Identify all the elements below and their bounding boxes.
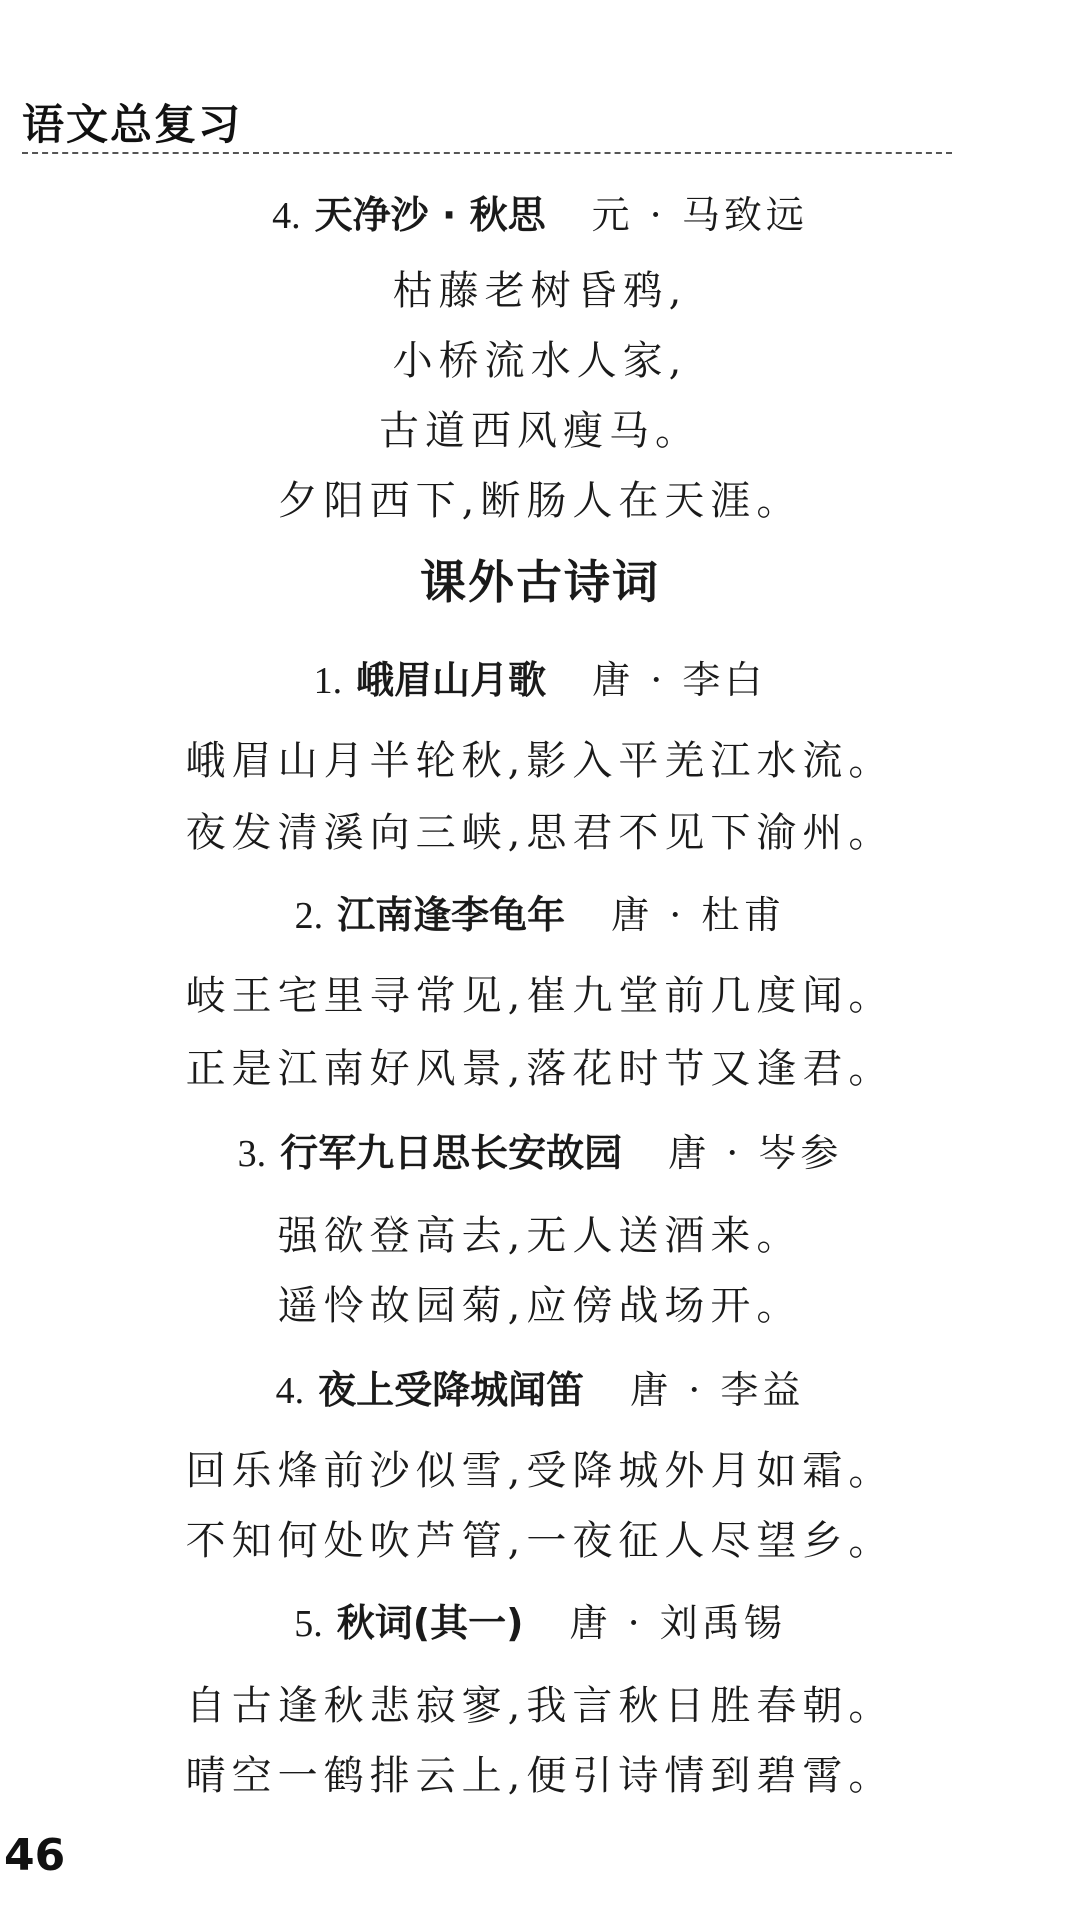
poem-line: 回乐烽前沙似雪,受降城外月如霜。 xyxy=(185,1448,895,1494)
poem-line: 遥怜故园菊,应傍战场开。 xyxy=(277,1283,803,1329)
section-title: 课外古诗词 xyxy=(420,555,660,609)
poem-heading xyxy=(0,1128,1080,1179)
page-header xyxy=(22,92,952,152)
poem-line: 不知何处吹芦管,一夜征人尽望乡。 xyxy=(185,1518,895,1564)
poem-author: 唐 · 李白 xyxy=(592,658,767,702)
poem-line: 古道西风瘦马。 xyxy=(379,408,701,454)
poem-line: 夕阳西下,断肠人在天涯。 xyxy=(277,478,803,524)
poem-line: 岐王宅里寻常见,崔九堂前几度闻。 xyxy=(185,973,895,1019)
poem-line: 自古逢秋悲寂寥,我言秋日胜春朝。 xyxy=(185,1683,895,1729)
poem-heading xyxy=(0,890,1080,941)
poem-line: 强欲登高去,无人送酒来。 xyxy=(277,1213,803,1259)
poem-number: 1. xyxy=(313,660,343,702)
poem-line: 夜发清溪向三峡,思君不见下渝州。 xyxy=(185,810,895,856)
poem-title: 行军九日思长安故园 xyxy=(280,1131,623,1175)
poem-title: 夜上受降城闻笛 xyxy=(318,1368,585,1412)
poem-line: 晴空一鹤排云上,便引诗情到碧霄。 xyxy=(185,1753,895,1799)
poem-heading xyxy=(0,1598,1080,1649)
poem-author: 元 · 马致远 xyxy=(591,193,808,237)
poem-author: 唐 · 刘禹锡 xyxy=(569,1601,786,1645)
poem-line: 正是江南好风景,落花时节又逢君。 xyxy=(185,1046,895,1092)
header-divider xyxy=(22,152,952,154)
poem-number: 4. xyxy=(275,1370,305,1412)
poem-author: 唐 · 杜甫 xyxy=(611,893,786,937)
poem-author: 唐 · 岑参 xyxy=(668,1131,843,1175)
poem-author: 唐 · 李益 xyxy=(630,1368,805,1412)
poem-title: 秋词(其一) xyxy=(336,1601,524,1645)
poem-number: 5. xyxy=(294,1603,323,1645)
page-number: 46 xyxy=(4,1830,66,1881)
poem-line: 峨眉山月半轮秋,影入平羌江水流。 xyxy=(185,738,895,784)
poem-title: 江南逢李龟年 xyxy=(337,893,566,937)
poem-line: 小桥流水人家, xyxy=(392,338,688,384)
book-title: 语文总复习 xyxy=(22,100,243,149)
poem-line: 枯藤老树昏鸦, xyxy=(392,268,688,314)
poem-heading xyxy=(0,190,1080,241)
poem-number: 3. xyxy=(237,1133,267,1175)
poem-number: 4. xyxy=(272,195,301,237)
poem-title: 峨眉山月歌 xyxy=(356,658,547,702)
poem-heading xyxy=(0,1365,1080,1416)
poem-heading xyxy=(0,655,1080,706)
poem-number: 2. xyxy=(294,895,324,937)
poem-title: 天净沙 · 秋思 xyxy=(314,193,546,237)
